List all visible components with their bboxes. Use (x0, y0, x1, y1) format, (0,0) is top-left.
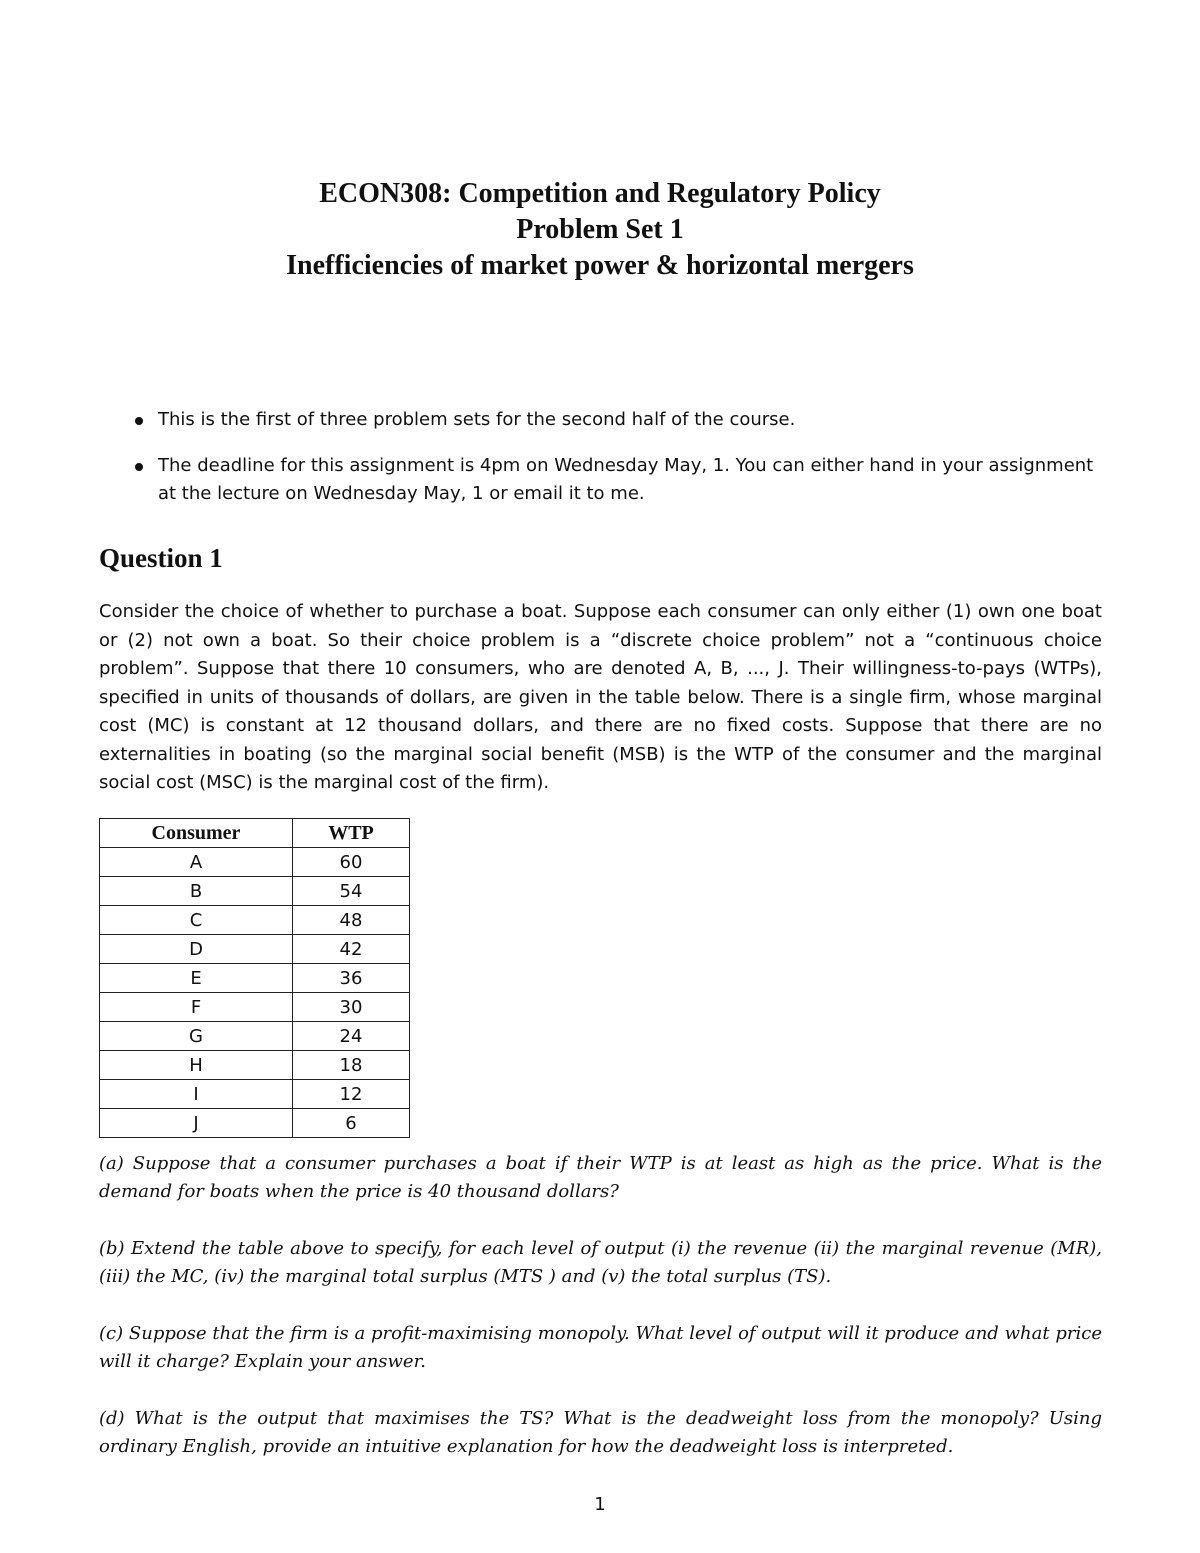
question-part-a: (a) Suppose that a consumer purchases a boat if their WTP is at least as high as the price. What is the demand for boats when the price is 40 thousand dollars? (99, 1153, 1102, 1202)
consumer-cell: B (100, 877, 293, 906)
consumer-cell: D (100, 935, 293, 964)
wtp-cell: 36 (293, 964, 410, 993)
consumer-cell: I (100, 1080, 293, 1109)
instruction-text: This is the first of three problem sets for the second half of the course. (158, 409, 796, 430)
wtp-cell: 60 (293, 848, 410, 877)
wtp-cell: 42 (293, 935, 410, 964)
wtp-cell: 18 (293, 1051, 410, 1080)
consumer-cell: C (100, 906, 293, 935)
list-item (130, 406, 1102, 434)
question-parts (99, 1150, 1102, 1490)
question-part-b: (b) Extend the table above to specify, for each level of output (i) the revenue (ii) the marginal revenue (MR), (iii) the MC, (iv) the marginal total surplus (MTS ) and (v) the total surplus (TS). (99, 1238, 1102, 1287)
wtp-cell: 54 (293, 877, 410, 906)
table-row (100, 993, 410, 1022)
instructions-list (130, 406, 1102, 526)
column-header-consumer: Consumer (100, 819, 293, 848)
table-row (100, 1022, 410, 1051)
consumer-cell: J (100, 1109, 293, 1138)
consumer-cell: F (100, 993, 293, 1022)
course-title: ECON308: Competition and Regulatory Policy (319, 178, 881, 209)
table-row (100, 877, 410, 906)
consumer-cell: E (100, 964, 293, 993)
table-row (100, 1109, 410, 1138)
wtp-cell: 48 (293, 906, 410, 935)
question-heading: Question 1 (99, 543, 223, 573)
question-part-d: (d) What is the output that maximises the TS? What is the deadweight loss from the monopoly? Using ordinary English, provide an intuitive explanation for how the deadweight loss is interpreted. (99, 1408, 1102, 1457)
problem-set-title: Problem Set 1 (516, 214, 684, 245)
table-row (100, 964, 410, 993)
question-part-c: (c) Suppose that the firm is a profit-maximising monopoly. What level of output will it produce and what price will it charge? Explain your answer. (99, 1323, 1102, 1372)
table-row (100, 848, 410, 877)
bullet-icon (135, 463, 143, 471)
table-row (100, 906, 410, 935)
bullet-icon (135, 417, 143, 425)
wtp-cell: 30 (293, 993, 410, 1022)
wtp-table (99, 818, 410, 1138)
table-header-row (100, 819, 410, 848)
consumer-cell: A (100, 848, 293, 877)
list-item (130, 452, 1102, 508)
table-row (100, 1051, 410, 1080)
document-title-block (0, 176, 1200, 284)
page-number: 1 (594, 1494, 606, 1515)
table-row (100, 1080, 410, 1109)
question-intro: Consider the choice of whether to purchase a boat. Suppose each consumer can only either (1) own one boat or (2) not own a boat. So their choice problem is a “discrete choice problem” not a “continuous choice problem”. Suppose that there 10 consumers, who are denoted A, B, ..., J. Their willingness-to-pays (WTPs), specified in units of thousands of dollars, are given in the table below. There is a single firm, whose marginal cost (MC) is constant at 12 thousand dollars, and there are no fixed costs. Suppose that there are no externalities in boating (so the marginal social benefit (MSB) is the WTP of the consumer and the marginal social cost (MSC) is the marginal cost of the firm). (99, 601, 1102, 793)
column-header-wtp: WTP (293, 819, 410, 848)
wtp-cell: 24 (293, 1022, 410, 1051)
wtp-cell: 12 (293, 1080, 410, 1109)
topic-title: Inefficiencies of market power & horizontal mergers (286, 250, 914, 281)
consumer-cell: G (100, 1022, 293, 1051)
wtp-cell: 6 (293, 1109, 410, 1138)
consumer-cell: H (100, 1051, 293, 1080)
table-row (100, 935, 410, 964)
instruction-text: The deadline for this assignment is 4pm on Wednesday May, 1. You can either hand in your assignment at the lecture on Wednesday May, 1 or email it to me. (158, 455, 1094, 504)
